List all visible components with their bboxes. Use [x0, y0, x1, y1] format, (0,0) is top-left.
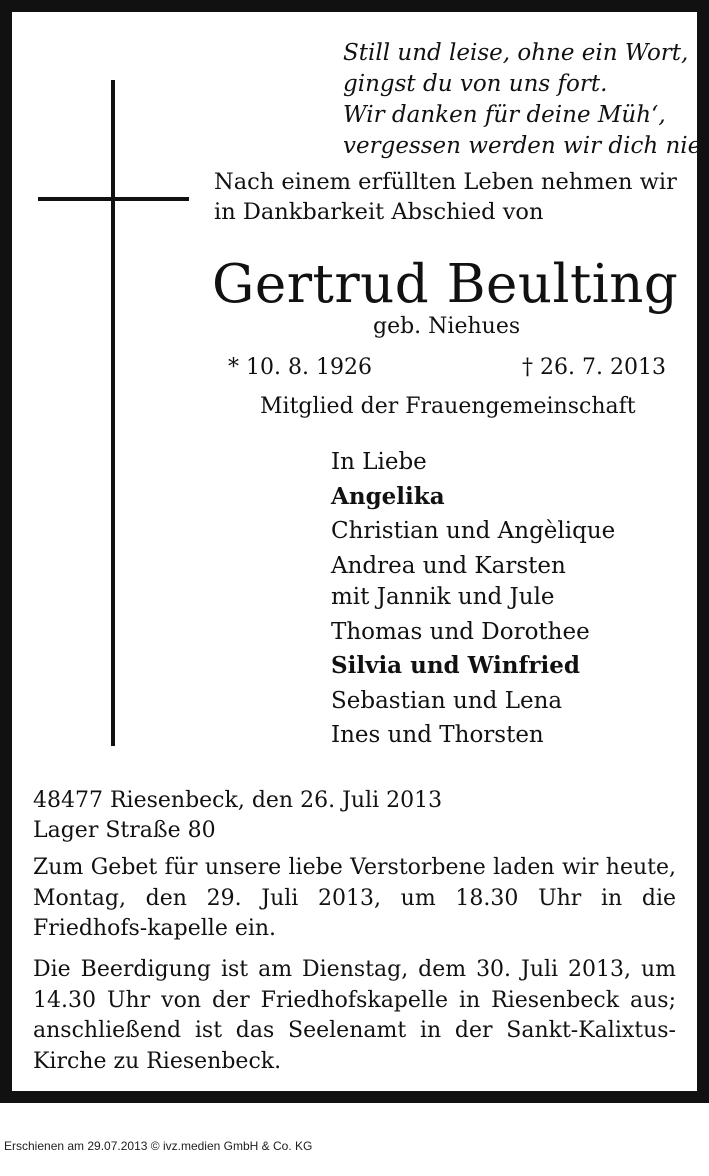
- birth-date: * 10. 8. 1926: [228, 355, 372, 380]
- poem-line: Wir danken für deine Müh‘,: [343, 102, 666, 128]
- maiden-name: geb. Niehues: [373, 314, 521, 339]
- deceased-name: Gertrud Beulting: [212, 254, 679, 315]
- poem-line: vergessen werden wir dich nie.: [343, 133, 709, 159]
- poem-line: Still und leise, ohne ein Wort,: [343, 40, 689, 66]
- intro-line: Nach einem erfüllten Leben nehmen wir: [214, 169, 677, 195]
- mourner-name: Angelika: [331, 482, 445, 510]
- prayer-notice: Zum Gebet für unsere liebe Verstorbene laden wir heute, Montag, den 29. Juli 2013, um 18.30 Uhr in die Friedhofs-kapelle ein.: [33, 855, 676, 941]
- address-line: Lager Straße 80: [33, 818, 216, 843]
- mourner-name: Christian und Angèlique: [331, 518, 616, 544]
- memorial-poem: [343, 38, 709, 162]
- address-line: 48477 Riesenbeck, den 26. Juli 2013: [33, 788, 443, 813]
- address-block: [33, 786, 678, 846]
- intro-line: in Dankbarkeit Abschied von: [214, 199, 544, 225]
- funeral-notice: Die Beerdigung ist am Dienstag, dem 30. Juli 2013, um 14.30 Uhr von der Friedhofskapelle in Riesenbeck aus; anschließend ist das Seelenamt in der Sankt-Kalixtus-Kirche zu Riesenbeck.: [33, 957, 676, 1074]
- mourners-heading: In Liebe: [331, 449, 427, 475]
- mourner-name: Thomas und Dorothee: [331, 618, 590, 645]
- mourner-name: Sebastian und Lena: [331, 687, 563, 714]
- mourner-name: Ines und Thorsten: [331, 722, 544, 748]
- mourners-list: [331, 445, 691, 753]
- intro-text: [214, 167, 684, 227]
- cross-icon-vertical: [111, 80, 115, 746]
- cross-icon-horizontal: [38, 197, 189, 201]
- membership-text: Mitglied der Frauengemeinschaft: [260, 394, 636, 419]
- death-date: † 26. 7. 2013: [522, 355, 666, 380]
- publication-footer: Erschienen am 29.07.2013 © ivz.medien GmbH & Co. KG: [4, 1139, 313, 1153]
- mourner-name: Silvia und Winfried: [331, 652, 580, 679]
- poem-line: gingst du von uns fort.: [343, 71, 608, 97]
- mourner-name: mit Jannik und Jule: [331, 584, 555, 610]
- mourner-name: Andrea und Karsten: [331, 552, 566, 579]
